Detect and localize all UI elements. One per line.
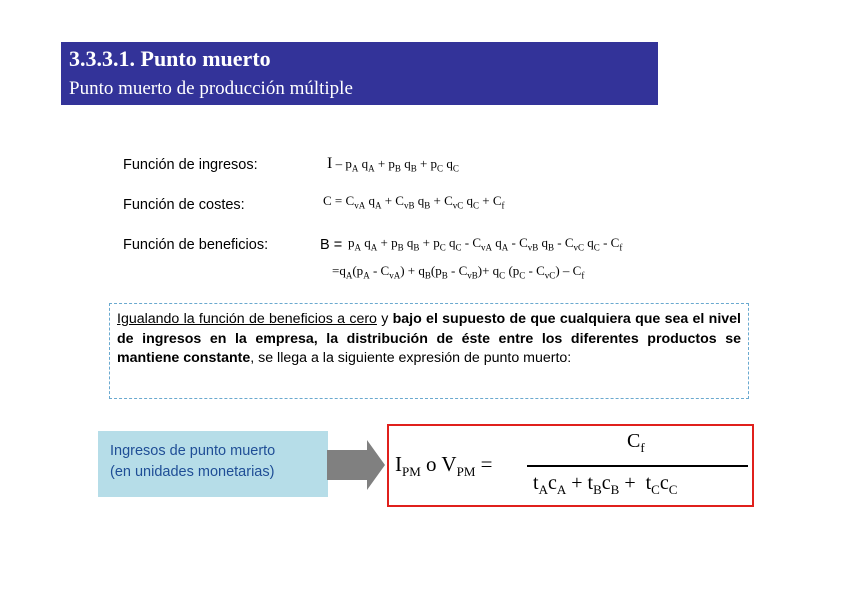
result-label-line1: Ingresos de punto muerto: [110, 443, 276, 459]
income-function-label: Función de ingresos:: [123, 157, 258, 173]
right-arrow-icon: [327, 440, 387, 490]
page-subtitle: Punto muerto de producción múltiple: [69, 78, 353, 99]
result-label-line2: (en unidades monetarias): [110, 464, 275, 480]
breakeven-formula-box: [387, 424, 754, 507]
costs-function-formula: $C = C_{vA}$ $q_A + C_{vB}$ $q_B + C_{vC}$ $q_C + C_f$: [323, 193, 505, 211]
profit-function-formula: $p_A$ $q_A + p_B$ $q_B + p_C$ $q_C - C_{vA}$ $q_A - C_{vB}$ $q_B - C_{vC}$ $q_C - C_f$: [348, 235, 623, 253]
result-label-box: [98, 431, 328, 497]
explanation-box: [109, 303, 749, 399]
title-banner: [61, 42, 658, 105]
formula-numerator: $C_f$: [627, 430, 645, 455]
income-function-formula: I – $p_A$ $q_A + p_B$ $q_B + p_C$ $q_C$: [327, 155, 459, 174]
explanation-tail: , se llega a la siguiente expresión de punto muerto:: [250, 350, 572, 367]
explanation-bold: bajo el supuesto de que cualquiera que sea el nivel de ingresos en la empresa, la distribución de éste entre los diferentes productos se mantiene constante: [117, 311, 741, 367]
page-title: 3.3.3.1. Punto muerto: [69, 46, 271, 71]
profit-function-factored: $=q_A(p_A - C_{vA}) + q_B(p_B - C_{vB})+ q_C$ $(p_C - C_{vC}) - C_f$: [332, 263, 585, 281]
formula-lhs: $I_{PM}$ o $V_{PM}$ =: [395, 452, 493, 480]
fraction-line: [527, 465, 748, 467]
explanation-connector: y: [376, 311, 393, 327]
explanation-underlined: Igualando la función de beneficios a cero: [117, 311, 377, 327]
formula-denominator: $t_Ac_A + t_Bc_B + t_Cc_C$: [533, 472, 678, 497]
profit-function-label: Función de beneficios:: [123, 237, 269, 253]
profit-prefix: B =: [320, 237, 343, 253]
costs-function-label: Función de costes:: [123, 197, 245, 213]
